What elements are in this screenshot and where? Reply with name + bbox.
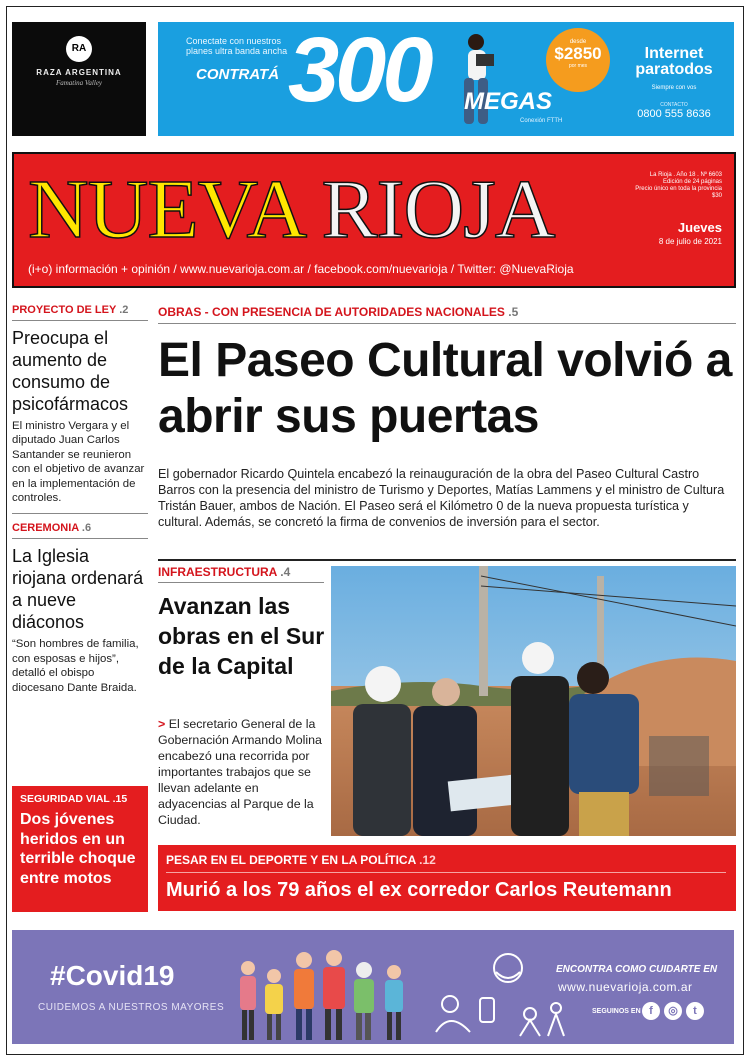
divider <box>166 872 726 873</box>
divider <box>158 582 324 583</box>
construction-photo[interactable] <box>331 566 736 836</box>
main-kicker: OBRAS - CON PRESENCIA DE AUTORIDADES NACIONALES .5 <box>158 305 519 319</box>
ad-raza-argentina[interactable] <box>12 22 146 136</box>
main-headline[interactable]: El Paseo Cultural volvió a abrir sus puertas <box>158 334 732 443</box>
prevention-icons <box>420 940 570 1040</box>
covid-hashtag: #Covid19 <box>50 960 175 991</box>
divider <box>158 323 736 324</box>
story1-kicker: PROYECTO DE LEY .2 <box>12 304 129 316</box>
covid-banner[interactable] <box>12 930 734 1044</box>
instagram-icon[interactable]: ◎ <box>664 1002 682 1020</box>
ad-subline: Conexión FTTH <box>520 118 563 124</box>
masthead-tagline: (i+o) información + opinión / www.nuevarioja.com.ar / facebook.com/nuevarioja / Twitter: @NuevaRioja <box>28 262 574 276</box>
story1-headline[interactable]: Preocupa el aumento de consumo de psicofármacos <box>12 328 129 414</box>
main-body: El gobernador Ricardo Quintela encabezó la reinauguración de la obra del Paseo Cultural Castro Barros con la presencia del ministro de Turismo y Deportes, Matías Lammens y el ministro de Cultura Tristán Bauer, ambos de Nación. El Paseo será el Kilómetro 0 de la nueva propuesta turística y cultural. Además, se concretó la firma de convenios de inversión para el sector. <box>158 467 725 529</box>
ad-cta: CONTRATÁ <box>196 66 280 83</box>
divider <box>158 559 736 561</box>
story1-body: El ministro Vergara y el diputado Juan Carlos Santander se reunieron con el objetivo de avanzar en la implementación de controles. <box>12 420 145 505</box>
ad-raza-brand: RAZA ARGENTINA <box>36 68 122 77</box>
story2-headline[interactable]: La Iglesia riojana ordenará a nueve diáconos <box>12 546 144 633</box>
covid-sub: CUIDEMOS A NUESTROS MAYORES <box>38 1002 225 1013</box>
story2-kicker: CEREMONIA .6 <box>12 522 92 535</box>
divider <box>12 513 148 514</box>
facebook-icon[interactable]: f <box>642 1002 660 1020</box>
story2-body: “Son hombres de familia, con esposas e hijos”, detalló el obispo diocesano Dante Braida. <box>12 638 139 694</box>
newspaper-title[interactable]: NUEVA RIOJA <box>28 163 555 256</box>
masthead <box>12 152 736 288</box>
divider <box>12 538 148 539</box>
ra-logo: RA <box>66 36 92 62</box>
ad-internet-paratodos[interactable] <box>158 22 734 136</box>
story3-box[interactable] <box>12 786 148 912</box>
ad-raza-script: Famatina Valley <box>55 79 103 87</box>
edition-date: Jueves 8 de julio de 2021 <box>658 220 722 246</box>
ad-big-number: 300 <box>288 22 430 121</box>
sport-headline: Murió a los 79 años el ex corredor Carlos Reutemann <box>166 879 672 901</box>
infra-body: > El secretario General de la Gobernación Armando Molina encabezó una recorrida por importantes trabajos que se llevan adelante en adyacencias al Parque de la Ciudad. <box>158 717 322 827</box>
covid-cta: ENCONTRA COMO CUIDARTE EN <box>556 964 718 975</box>
ad-phone: CONTACTO 0800 555 8636 <box>637 102 711 120</box>
ad-promo-text: Conectate con nuestros planes ultra banda ancha <box>186 36 288 56</box>
ad-unit: MEGAS <box>464 88 553 115</box>
story3-headline: Dos jóvenes heridos en un terrible choque entre motos <box>20 811 136 887</box>
covid-url[interactable]: www.nuevarioja.com.ar <box>558 980 693 994</box>
edition-meta: La Rioja . Año 18 . Nº 6603 Edición de 24 páginas Precio único en toda la provincia $30 <box>635 172 722 199</box>
ad-price-badge: desde $2850 por mes <box>546 28 610 92</box>
divider <box>12 320 148 321</box>
ad-brand: Internet paratodos Siempre con vos <box>635 45 713 91</box>
left-column <box>12 304 148 695</box>
family-group-icon <box>230 946 420 1042</box>
twitter-icon[interactable]: t <box>686 1002 704 1020</box>
infra-kicker: INFRAESTRUCTURA .4 <box>158 565 291 579</box>
infra-headline[interactable]: Avanzan las obras en el Sur de la Capital <box>158 593 325 679</box>
sport-story-box[interactable] <box>158 845 736 911</box>
sport-kicker: PESAR EN EL DEPORTE Y EN LA POLÍTICA .12 <box>166 853 436 867</box>
covid-follow: SEGUINOS EN <box>592 1008 641 1015</box>
story3-kicker: SEGURIDAD VIAL .15 <box>20 793 128 805</box>
